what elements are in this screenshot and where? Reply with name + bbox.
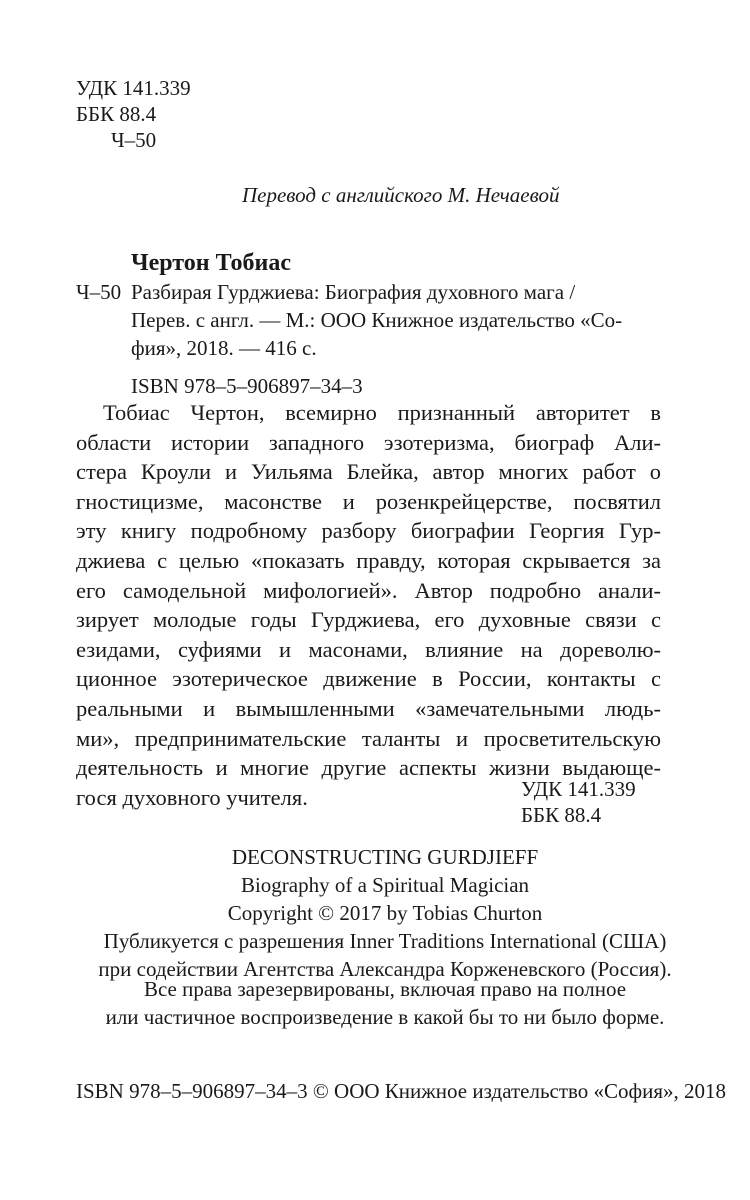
annotation-line: езидами, суфиями и масонами, влияние на дореволю- <box>76 636 661 662</box>
translator-note: Перевод с английского М. Нечаевой <box>242 183 560 207</box>
record-desc-2: Перев. с англ. — М.: ООО Книжное издательство «Со- <box>131 308 623 332</box>
record-mark: Ч–50 <box>76 280 122 304</box>
record-desc-1: Разбирая Гурджиева: Биография духовного мага / <box>131 280 576 304</box>
bbk-code: ББК 88.4 <box>76 102 157 126</box>
annotation-line: реальными и вымышленными «замечательными людь- <box>76 695 661 721</box>
original-subtitle: Biography of a Spiritual Magician <box>240 873 530 897</box>
record-desc-3: фия», 2018. — 416 с. <box>131 336 317 360</box>
annotation-line: гося духовного учителя. <box>76 784 308 810</box>
author-heading: Чертон Тобиас <box>131 250 292 276</box>
annotation-line: деятельность и многие другие аспекты жизни выдающе- <box>76 755 661 781</box>
annotation <box>76 398 661 812</box>
udk-code: УДК 141.339 <box>76 76 191 100</box>
annotation-line: эту книгу подробному разбору биографии Георгия Гур- <box>76 518 661 544</box>
footer-isbn-copyright: ISBN 978–5–906897–34–3 © ООО Книжное издательство «София», 2018 <box>76 1079 727 1103</box>
annotation-line: стера Кроули и Уильяма Блейка, автор многих работ о <box>76 459 661 485</box>
rights-line: или частичное воспроизведение в какой бы то ни было форме. <box>105 1005 665 1029</box>
record-isbn: ISBN 978–5–906897–34–3 <box>131 374 363 398</box>
bbk-code-bottom: ББК 88.4 <box>521 803 602 827</box>
annotation-line: гностицизме, масонстве и розенкрейцерстве, посвятил <box>76 488 661 514</box>
annotation-line: ми», предпринимательские таланты и просветительскую <box>76 725 661 751</box>
agency-line: при содействии Агентства Александра Корженевского (Россия). <box>98 957 672 981</box>
original-edition <box>60 843 710 983</box>
annotation-line: области истории западного эзотеризма, биограф Али- <box>76 429 661 455</box>
annotation-line: Тобиас Чертон, всемирно признанный авторитет в <box>103 400 661 425</box>
annotation-line: джиева с целью «показать правду, которая скрывается за <box>76 547 661 573</box>
annotation-line: его самодельной мифологией». Автор подробно анали- <box>76 577 661 603</box>
rights-line: Все права зарезервированы, включая право на полное <box>143 977 627 1001</box>
original-title: DECONSTRUCTING GURDJIEFF <box>231 845 539 869</box>
original-copyright: Copyright © 2017 by Tobias Churton <box>227 901 543 925</box>
rights-notice <box>60 975 710 1031</box>
annotation-line: ционное эзотерическое движение в России, контакты с <box>76 666 661 692</box>
license-line: Публикуется с разрешения Inner Traditions International (США) <box>103 929 667 953</box>
udk-code-bottom: УДК 141.339 <box>521 777 636 801</box>
annotation-line: зирует молодые годы Гурджиева, его духовные связи с <box>76 607 661 633</box>
author-mark: Ч–50 <box>111 128 157 152</box>
